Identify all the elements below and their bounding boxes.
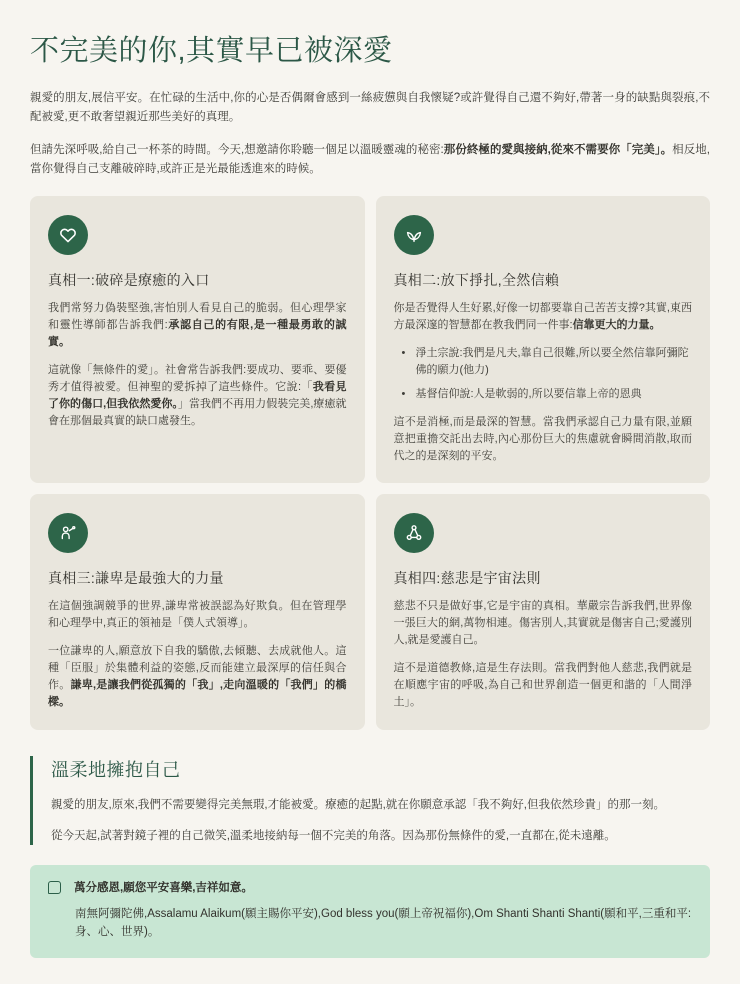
truth-cards-grid bbox=[30, 196, 710, 730]
card-2-p1-pre: 你是否覺得人生好累,好像一切都要靠自己苦苦支撐?其實,東西方最深邃的智慧都在教我們同一件事: bbox=[393, 301, 692, 331]
blessing-box bbox=[30, 865, 710, 958]
closing-heading: 溫柔地擁抱自己 bbox=[51, 759, 181, 780]
card-1-p2-post: 」當我們不再用力假裝完美,療癒就會在那個最真實的缺口處發生。 bbox=[48, 398, 347, 428]
bullet-christian-faith: • 基督信仰說:人是軟弱的,所以要信靠上帝的恩典 bbox=[400, 386, 693, 403]
bullet-pure-land: • 淨土宗說:我們是凡夫,靠自己很難,所以要全然信靠阿彌陀佛的願力(他力) bbox=[400, 345, 693, 379]
card-2-bullet-list bbox=[394, 345, 693, 403]
card-truth-4 bbox=[376, 494, 711, 729]
card-2-paragraph-1 bbox=[394, 300, 693, 334]
intro-paragraph-2 bbox=[30, 141, 710, 179]
page-title: 不完美的你,其實早已被深愛 bbox=[30, 35, 393, 67]
card-4-p2-pre: 這不是道德教條,這是生存法則。當我們對他人慈悲,我們就是在順應宇宙的呼吸,為自己和世界創造一個更和諧的「人間淨土」。 bbox=[393, 662, 692, 709]
card-2-p1-bold: 信靠更大的力量。 bbox=[572, 318, 661, 331]
card-truth-1 bbox=[30, 196, 365, 483]
network-icon bbox=[394, 513, 434, 553]
bowing-person-icon bbox=[48, 513, 88, 553]
card-2-p2-pre: 這不是消極,而是最深的智慧。當我們承認自己力量有限,並願意把重擔交託出去時,內心那份巨大的焦慮就會瞬間消散,取而代之的是深刻的平安。 bbox=[393, 416, 692, 463]
card-title-4: 真相四:慈悲是宇宙法則 bbox=[393, 570, 541, 587]
heart-icon bbox=[48, 215, 88, 255]
card-1-p2-pre: 這就像「無條件的愛」。社會常告訴我們:要成功、要乖、要優秀才值得被愛。但神聖的愛拆掉了這些條件。它說:「 bbox=[48, 364, 347, 394]
card-1-p1-pre: 我們常努力偽裝堅強,害怕別人看見自己的脆弱。但心理學家和靈性導師都告訴我們: bbox=[48, 301, 347, 331]
blessing-heading-row bbox=[48, 880, 692, 896]
card-3-p2-bold: 謙卑,是讓我們從孤獨的「我」,走向溫暖的「我們」的橋樑。 bbox=[48, 679, 347, 709]
card-title-3: 真相三:謙卑是最強大的力量 bbox=[48, 570, 224, 587]
card-4-paragraph-1 bbox=[394, 598, 693, 649]
card-truth-3 bbox=[30, 494, 365, 729]
card-3-p1-pre: 在這個強調競爭的世界,謙卑常被誤認為好欺負。但在管理學和心理學中,真正的領袖是「僕人式領導」。 bbox=[48, 600, 347, 630]
card-1-p2-bold: 我看見了你的傷口,但我依然愛你。 bbox=[48, 381, 347, 411]
intro-p2-pre: 但請先深呼吸,給自己一杯茶的時間。今天,想邀請你聆聽一個足以溫暖靈魂的秘密: bbox=[30, 143, 444, 156]
card-1-paragraph-1 bbox=[48, 300, 347, 351]
intro-paragraph-1: 親愛的朋友,展信平安。在忙碌的生活中,你的心是否偶爾會感到一絲疲憊與自我懷疑?或許覺得自己還不夠好,帶著一身的缺點與裂痕,不配被愛,更不敢奢望親近那些美好的真理。 bbox=[30, 92, 710, 123]
closing-paragraph-2: 從今天起,試著對鏡子裡的自己微笑,溫柔地接納每一個不完美的角落。因為那份無條件的愛,一直都在,從未遠離。 bbox=[51, 829, 616, 842]
card-3-paragraph-2 bbox=[48, 643, 347, 711]
card-2-paragraph-2 bbox=[394, 414, 693, 465]
card-4-p1-pre: 慈悲不只是做好事,它是宇宙的真相。華嚴宗告訴我們,世界像一張巨大的網,萬物相連。傷害別人,其實就是傷害自己;愛護別人,就是愛護自己。 bbox=[393, 600, 692, 647]
card-title-1: 真相一:破碎是療癒的入口 bbox=[48, 271, 210, 288]
card-3-p2-pre: 一位謙卑的人,願意放下自我的驕傲,去傾聽、去成就他人。這種「臣服」於集體利益的姿態,反而能建立最深厚的信任與合作。 bbox=[48, 645, 347, 692]
card-4-paragraph-2 bbox=[394, 660, 693, 711]
speech-bubble-icon bbox=[48, 881, 61, 894]
card-truth-2 bbox=[376, 196, 711, 483]
closing-paragraph-1: 親愛的朋友,原來,我們不需要變得完美無瑕,才能被愛。療癒的起點,就在你願意承認「我不夠好,但我依然珍貴」的那一刻。 bbox=[51, 798, 665, 811]
intro-p2-post: 相反地,當你覺得自己支離破碎時,或許正是光最能透進來的時候。 bbox=[30, 143, 710, 175]
card-1-paragraph-2 bbox=[48, 362, 347, 430]
card-1-p1-bold: 承認自己的有限,是一種最勇敢的誠實。 bbox=[48, 318, 347, 348]
blessing-line-1: 萬分感恩,願您平安喜樂,吉祥如意。 bbox=[74, 882, 253, 895]
card-3-paragraph-1 bbox=[48, 598, 347, 632]
open-hands-icon bbox=[394, 215, 434, 255]
blessing-line-2: 南無阿彌陀佛,Assalamu Alaikum(願主賜你平安),God bless you(願上帝祝福你),Om Shanti Shanti Shanti(願和平,三重和平:身、心、世界)。 bbox=[75, 908, 692, 938]
intro-p2-bold: 那份終極的愛與接納,從來不需要你「完美」。 bbox=[443, 143, 673, 156]
closing-section bbox=[30, 756, 710, 846]
card-title-2: 真相二:放下掙扎,全然信賴 bbox=[393, 271, 560, 288]
